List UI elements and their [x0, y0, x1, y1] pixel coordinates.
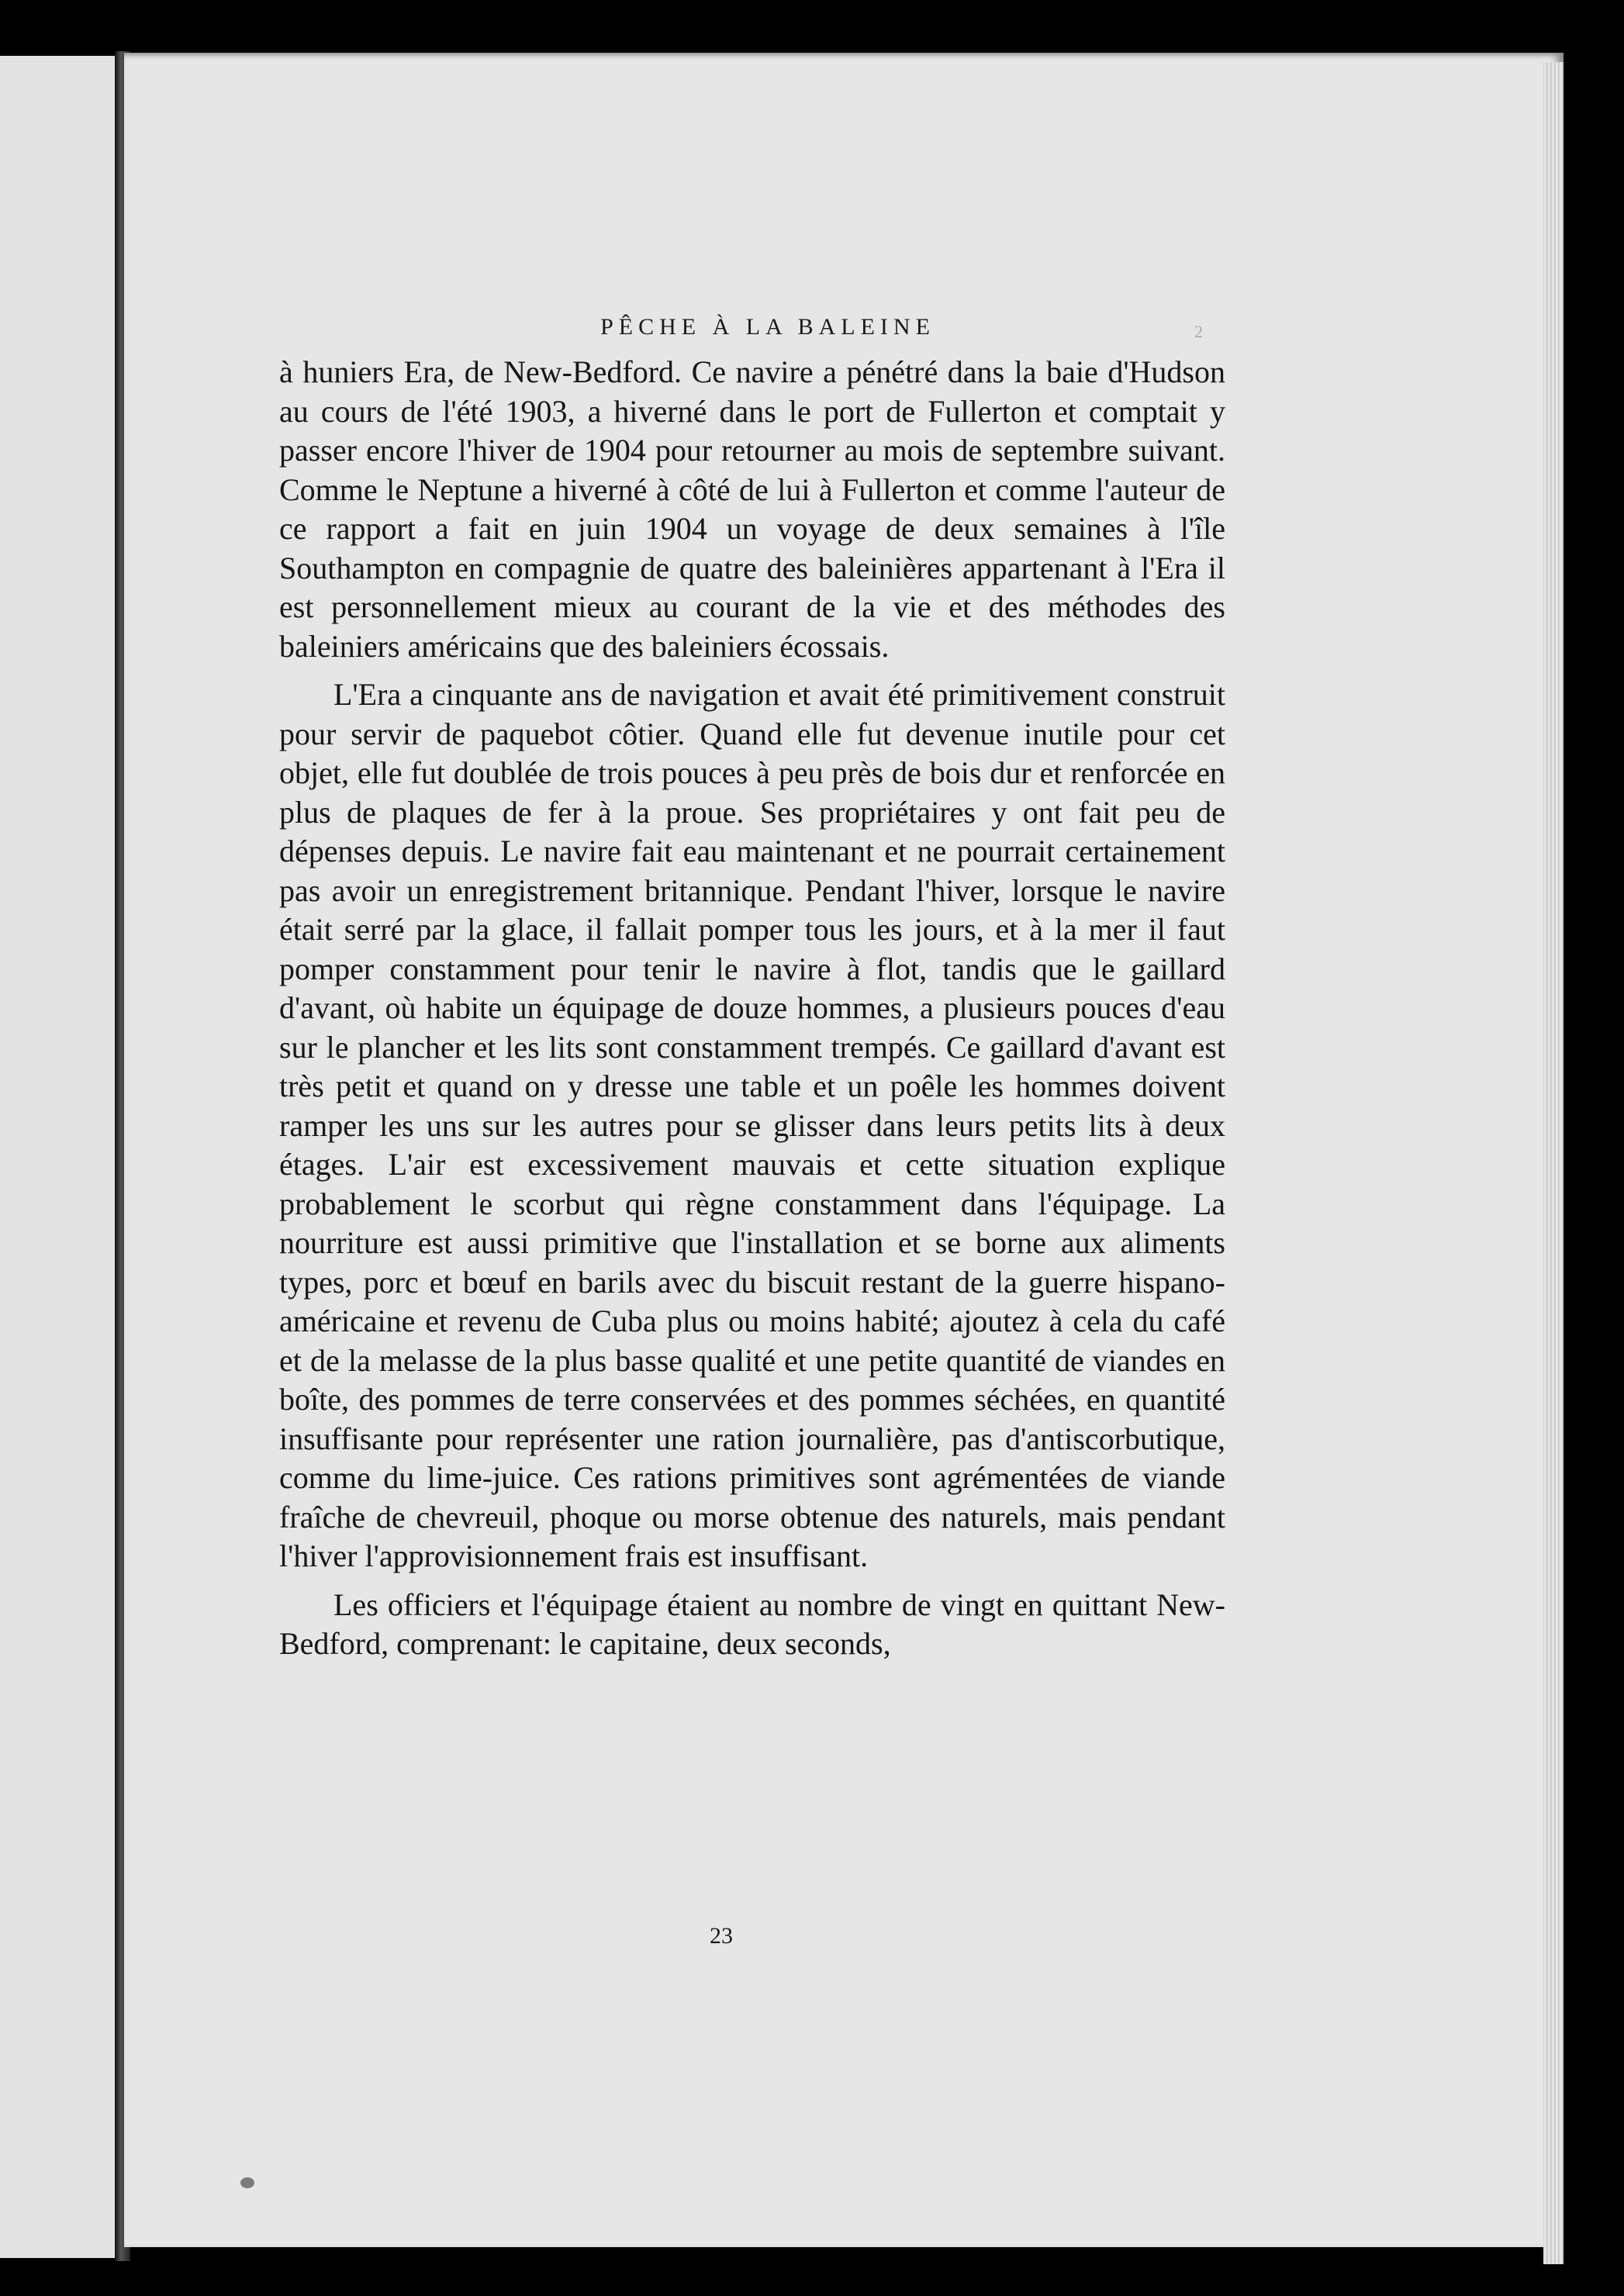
body-text [279, 353, 1225, 1673]
page-number: 23 [710, 1923, 733, 1949]
header-mark: 2 [1194, 322, 1203, 341]
page-stack-edge [1543, 62, 1564, 2264]
paragraph: L'Era a cinquante ans de navigation et avait été primitivement construit pour servir de paquebot côtier. Quand elle fut devenue inutile pour cet objet, elle fut doublée de trois pouces à peu près de bois dur et renforcée en plus de plaques de fer à la proue. Ses propriétaires y ont fait peu de dépenses depuis. Le navire fait eau maintenant et ne pourrait certainement pas avoir un enregistrement britannique. Pendant l'hiver, lorsque le navire était serré par la glace, il fallait pomper tous les jours, et à la mer il faut pomper constamment pour tenir le navire à flot, tandis que le gaillard d'avant, où habite un équipage de douze hommes, a plusieurs pouces d'eau sur le plancher et les lits sont constamment trempés. Ce gaillard d'avant est très petit et quand on y dresse une table et un poêle les hommes doivent ramper les uns sur les autres pour se glisser dans leurs petits lits à deux étages. L'air est excessivement mauvais et cette situation explique probablement le scorbut qui règne constamment dans l'équipage. La nourriture est aussi primitive que l'installation et se borne aux aliments types, porc et bœuf en barils avec du biscuit restant de la guerre hispano-américaine et revenu de Cuba plus ou moins habité; ajoutez à cela du café et de la melasse de la plus basse qualité et une petite quantité de viandes en boîte, des pommes de terre conservées et des pommes séchées, en quantité insuffisante pour représenter une ration journalière, pas d'antiscorbutique, comme du lime-juice. Ces rations primitives sont agrémentées de viande fraîche de chevreuil, phoque ou morse obtenue des naturels, mais pendant l'hiver l'approvisionnement frais est insuffisant. [279, 677, 1225, 1573]
ink-smudge [240, 2177, 254, 2188]
paragraph: Les officiers et l'équipage étaient au nombre de vingt en quittant New-Bedford, comprenant: le capitaine, deux seconds, [279, 1586, 1225, 1661]
running-head: PÊCHE À LA BALEINE [600, 314, 935, 340]
paragraph: à huniers Era, de New-Bedford. Ce navire a pénétré dans la baie d'Hudson au cours de l'été 1903, a hiverné dans le port de Fullerton et comptait y passer encore l'hiver de 1904 pour retourner au mois de septembre suivant. Comme le Neptune a hiverné à côté de lui à Fullerton et comme l'auteur de ce rapport a fait en juin 1904 un voyage de deux semaines à l'île Southampton en compagnie de quatre des baleinières appartenant à l'Era il est personnellement mieux au courant de la vie et des méthodes des baleiniers américains que des baleiniers écossais. [279, 354, 1225, 664]
facing-page [0, 56, 116, 2258]
